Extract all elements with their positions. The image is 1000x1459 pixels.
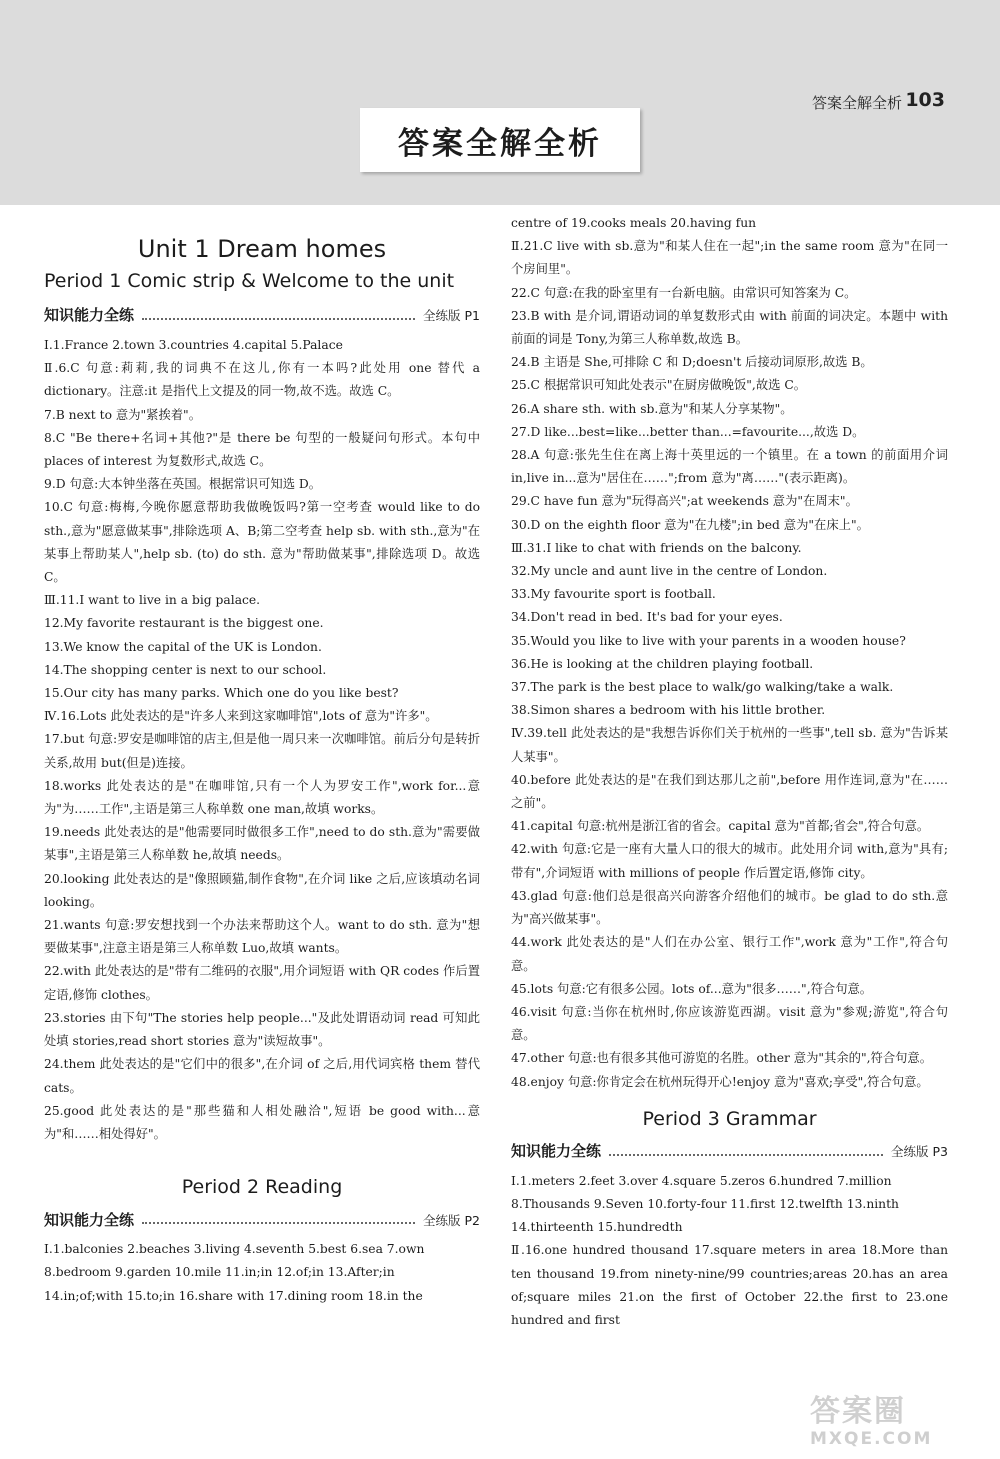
answer-item: 22.with 此处表达的是"带有二维码的衣服",用介词短语 with QR codes 作后置定语,修饰 clothes。 [44,964,480,1002]
period-1-answers [44,334,480,1146]
answer-item: 10.C 句意:梅梅,今晚你愿意帮助我做晚饭吗?第一空考查 would like to do sth.,意为"愿意做某事",排除选项 A、B;第二空考查 help sb. with sth.,意为"在某事上帮助某人",help sb. (to) do sth. 意为"帮助做某事",排除选项 D。故选 C。 [44,500,480,585]
answer-item: Ⅳ.39.tell 此处表达的是"我想告诉你们关于杭州的一些事",tell sb. 意为"告诉某人某事"。 [511,726,948,764]
edition-ref: 全练版 P1 [423,308,480,324]
answer-item: 23.stories 由下句"The stories help people..."及此处谓语动词 read 可知此处填 stories,read short stories 意为"读短故事"。 [44,1010,480,1049]
dotted-leader [142,318,415,320]
dotted-leader [609,1154,883,1156]
answer-item: centre of 19.cooks meals 20.having fun [511,216,757,230]
answer-item: 8.Thousands 9.Seven 10.forty-four 11.first 12.twelfth 13.ninth [511,1196,899,1211]
answer-item: 23.B with 是介词,谓语动词的单复数形式由 with 前面的词决定。本题中 with 前面的词是 Tony,为第三人称单数,故选 B。 [511,308,948,347]
answer-item: Ⅰ.1.meters 2.feet 3.over 4.square 5.zeros 6.hundred 7.million [511,1173,892,1188]
answer-item: 25.good 此处表达的是"那些猫和人相处融洽",短语 be good with...意为"和……相处得好"。 [44,1103,480,1141]
answer-item: 17.but 句意:罗安是咖啡馆的店主,但是他一周只来一次咖啡馆。前后分句是转折关系,故用 but(但是)连接。 [44,732,480,770]
answer-item: 32.My uncle and aunt live in the centre of London. [511,564,828,579]
answer-item: 27.D like...best=like...better than...=favourite...,故选 D。 [511,424,865,439]
answer-item: 14.in;of;with 15.to;in 16.share with 17.dining room 18.in the [44,1288,423,1303]
watermark-url: MXQE.COM [810,1429,933,1449]
answer-item: 20.looking 此处表达的是"像照顾猫,制作食物",在介词 like 之后,应该填动名词 looking。 [44,871,480,909]
left-column [44,212,480,1308]
page-number: 103 [905,89,945,111]
answer-item: 13.We know the capital of the UK is London. [44,639,322,654]
answer-item: 8.bedroom 9.garden 10.mile 11.in;in 12.of;in 13.After;in [44,1265,395,1280]
section-title: 知识能力全练 [44,1210,135,1229]
answer-item: 19.needs 此处表达的是"他需要同时做很多工作",need to do sth.意为"需要做某事",主语是第三人称单数 he,故填 needs。 [44,825,480,863]
answer-item: 25.C 根据常识可知此处表示"在厨房做晚饭",故选 C。 [511,378,807,393]
answer-item: Ⅰ.1.France 2.town 3.countries 4.capital 5.Palace [44,338,343,352]
answer-item: 38.Simon shares a bedroom with his little brother. [511,703,826,718]
answer-item: Ⅱ.6.C 句意:莉莉,我的词典不在这儿,你有一本吗?此处用 one 替代 a dictionary。注意:it 是指代上文提及的同一物,故不选。故选 C。 [44,361,480,399]
watermark-logo: 答案圈 [810,1394,906,1429]
banner-title: 答案全解全析 [360,108,640,172]
answer-item: 30.D on the eighth floor 意为"在九楼";in bed 意为"在床上"。 [511,517,869,532]
answer-item: 33.My favourite sport is football. [511,587,716,602]
answer-item: 14.The shopping center is next to our school. [44,662,327,677]
answer-item: Ⅰ.1.balconies 2.beaches 3.living 4.seventh 5.best 6.sea 7.own [44,1242,425,1257]
answer-item: 26.A share sth. with sb.意为"和某人分享某物"。 [511,401,793,416]
answer-item: 24.B 主语是 She,可排除 C 和 D;doesn't 后接动词原形,故选 B。 [511,355,873,370]
watermark [810,1395,980,1450]
answer-item: 28.A 句意:张先生住在离上海十英里远的一个镇里。在 a town 的前面用介词 in,live in...意为"居住在……";from 意为"离……"(表示距离)。 [511,448,948,486]
answer-item: 47.other 句意:也有很多其他可游览的名胜。other 意为"其余的",符合句意。 [511,1051,933,1066]
period-2-answers-continued [511,212,948,1094]
answer-item: Ⅲ.11.I want to live in a big palace. [44,593,261,608]
answer-item: 44.work 此处表达的是"人们在办公室、银行工作",work 意为"工作",符合句意。 [511,935,948,973]
answer-item: Ⅱ.16.one hundred thousand 17.square meters in area 18.More than ten thousand 19.from ninety-nine/99 countries;areas 20.has an area of;square miles 21.on the first of October 22.the first to 23.one hundred and first [511,1243,948,1327]
answer-item: Ⅱ.21.C live with sb.意为"和某人住在一起";in the same room 意为"在同一个房间里"。 [511,239,948,277]
answer-item: 8.C "Be there+名词+其他?"是 there be 句型的一般疑问句形式。本句中 places of interest 为复数形式,故选 C。 [44,430,480,469]
section-header-p1 [44,300,480,332]
answer-item: 37.The park is the best place to walk/go walking/take a walk. [511,680,894,695]
header-band [0,0,1000,205]
period-3-title: Period 3 Grammar [642,1107,817,1130]
answer-item: 18.works 此处表达的是"在咖啡馆,只有一个人为罗安工作",work for...意为"为……工作",主语是第三人称单数 one man,故填 works。 [44,778,480,817]
answer-item: Ⅳ.16.Lots 此处表达的是"许多人来到这家咖啡馆",lots of 意为"许多"。 [44,709,438,724]
answer-item: Ⅲ.31.I like to chat with friends on the balcony. [511,540,802,555]
answer-item: 40.before 此处表达的是"在我们到达那儿之前",before 用作连词,意为"在……之前"。 [511,772,948,811]
answer-item: 41.capital 句意:杭州是浙江省的省会。capital 意为"首都;省会",符合句意。 [511,819,930,834]
answer-item: 24.them 此处表达的是"它们中的很多",在介词 of 之后,用代词宾格 them 替代 cats。 [44,1057,480,1095]
answer-item: 46.visit 句意:当你在杭州时,你应该游览西湖。visit 意为"参观;游览",符合句意。 [511,1004,948,1043]
edition-ref: 全练版 P3 [891,1144,948,1160]
answer-item: 9.D 句意:大本钟坐落在英国。根据常识可知选 D。 [44,477,322,492]
period-3-answers [511,1170,948,1332]
answer-item: 21.wants 句意:罗安想找到一个办法来帮助这个人。want to do sth. 意为"想要做某事",注意主语是第三人称单数 Luo,故填 wants。 [44,918,480,956]
section-title: 知识能力全练 [44,306,135,325]
answer-item: 15.Our city has many parks. Which one do you like best? [44,686,399,701]
answer-item: 42.with 句意:它是一座有大量人口的很大的城市。此处用介词 with,意为"具有;带有",介词短语 with millions of people 作后置定语,修饰 city。 [511,842,948,880]
answer-item: 7.B next to 意为"紧挨着"。 [44,407,202,422]
right-column [511,212,948,1332]
period-1-title: Period 1 Comic strip & Welcome to the unit [44,270,455,292]
section-header-p2 [44,1204,480,1236]
section-title: 知识能力全练 [511,1142,602,1161]
unit-title: Unit 1 Dream homes [137,235,387,263]
answer-item: 34.Don't read in bed. It's bad for your eyes. [511,610,783,625]
answer-item: 22.C 句意:在我的卧室里有一台新电脑。由常识可知答案为 C。 [511,285,857,300]
answer-item: 35.Would you like to live with your parents in a wooden house? [511,633,906,648]
running-header: 答案全解全析 [811,94,902,112]
dotted-leader [142,1222,415,1224]
edition-ref: 全练版 P2 [423,1212,480,1228]
answer-item: 45.lots 句意:它有很多公园。lots of...意为"很多……",符合句意。 [511,981,873,996]
answer-item: 36.He is looking at the children playing football. [511,656,814,671]
section-header-p3 [511,1136,948,1168]
answer-item: 12.My favorite restaurant is the biggest one. [44,616,324,631]
answer-item: 14.thirteenth 15.hundredth [511,1220,683,1235]
answer-item: 29.C have fun 意为"玩得高兴";at weekends 意为"在周末"。 [511,494,858,509]
answer-item: 48.enjoy 句意:你肯定会在杭州玩得开心!enjoy 意为"喜欢;享受",符合句意。 [511,1074,929,1089]
period-2-answers [44,1238,480,1308]
answer-item: 43.glad 句意:他们总是很高兴向游客介绍他们的城市。be glad to do sth.意为"高兴做某事"。 [511,888,948,927]
period-2-title: Period 2 Reading [181,1176,343,1199]
